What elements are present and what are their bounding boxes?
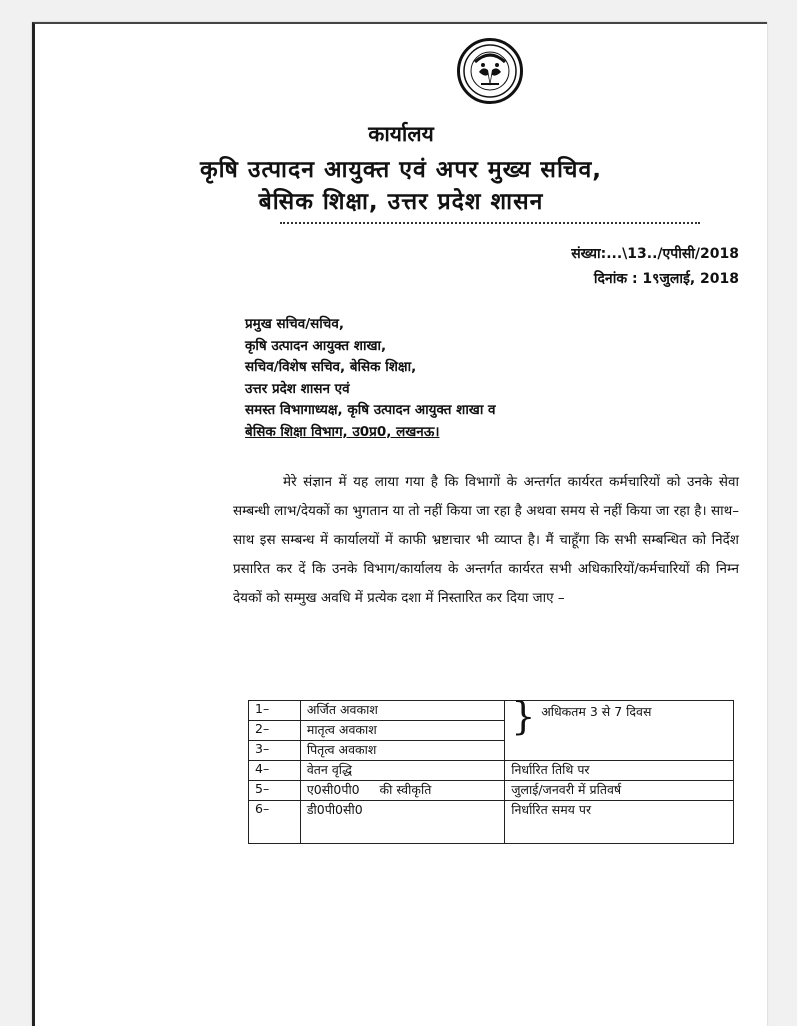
addressee-line: समस्त विभागाध्यक्ष, कृषि उत्पादन आयुक्त शाखा व [245,402,496,418]
row-item: अर्जित अवकाश [300,701,504,721]
table-row [249,801,734,844]
max-days-text: अधिकतम 3 से 7 दिवस [541,704,652,719]
addressee-line: सचिव/विशेष सचिव, बेसिक शिक्षा, [245,359,417,375]
row-item: मातृत्व अवकाश [300,721,504,741]
row-number: 6– [249,801,301,844]
row-number: 3– [249,741,301,761]
row-item: पितृत्व अवकाश [300,741,504,761]
row-item: ए0सी0पी0 की स्वीकृति [300,781,504,801]
header-divider [280,222,700,224]
reference-number: संख्या:...\13../एपीसी/2018 [571,246,739,262]
office-heading: कार्यालय [368,122,434,146]
department-line-2: बेसिक शिक्षा, उत्तर प्रदेश शासन [258,189,544,215]
row-value-merged [505,694,734,761]
letter-body [233,468,739,613]
addressee-line: कृषि उत्पादन आयुक्त शाखा, [245,337,387,354]
brace-group [511,694,727,760]
row-number: 5– [249,781,301,801]
row-value: निर्धारित समय पर [505,801,734,844]
row-number: 4– [249,761,301,781]
table-row [249,761,734,781]
addressee-line: प्रमुख सचिव/सचिव, [245,316,344,332]
department-line-1: कृषि उत्पादन आयुक्त एवं अपर मुख्य सचिव, [199,157,603,183]
document-page [32,22,767,1026]
row-value: जुलाई/जनवरी में प्रतिवर्ष [505,781,734,801]
row-number: 1– [249,701,301,721]
addressee-line: बेसिक शिक्षा विभाग, उ0प्र0, लखनऊ। [245,423,440,440]
body-paragraph: मेरे संज्ञान में यह लाया गया है कि विभागों के अन्तर्गत कार्यरत कर्मचारियों को उनके सेवा सम्बन्धी लाभ/देयकों का भुगतान या तो नहीं किया जा रहा है अथवा समय से नहीं किया जा रहा है। साथ–साथ इस सम्बन्ध में कार्यालयों में काफी भ्रष्टाचार भी व्याप्त है। मैं चाहूँगा कि सभी सम्बन्धित को निर्देश प्रसारित कर दें कि उनके विभाग/कार्यालय के अन्तर्गत कार्यरत सभी अधिकारियों/कर्मचारियों की निम्न देयकों को सम्मुख अवधि में प्रत्येक दशा में निस्तारित कर दिया जाए – [233,474,739,606]
brace-icon: } [511,694,536,738]
dues-table [248,694,734,844]
row-value: निर्धारित तिथि पर [505,761,734,781]
row-item: वेतन वृद्धि [300,761,504,781]
addressee-line: उत्तर प्रदेश शासन एवं [245,380,350,397]
uttar-pradesh-emblem-icon [457,38,523,104]
table-row [249,781,734,801]
reference-date: दिनांक : 1९जुलाई, 2018 [593,271,739,287]
row-number: 2– [249,721,301,741]
table-row [249,701,734,721]
addressee-block [245,314,496,443]
row-item: डी0पी0सी0 [300,801,504,844]
